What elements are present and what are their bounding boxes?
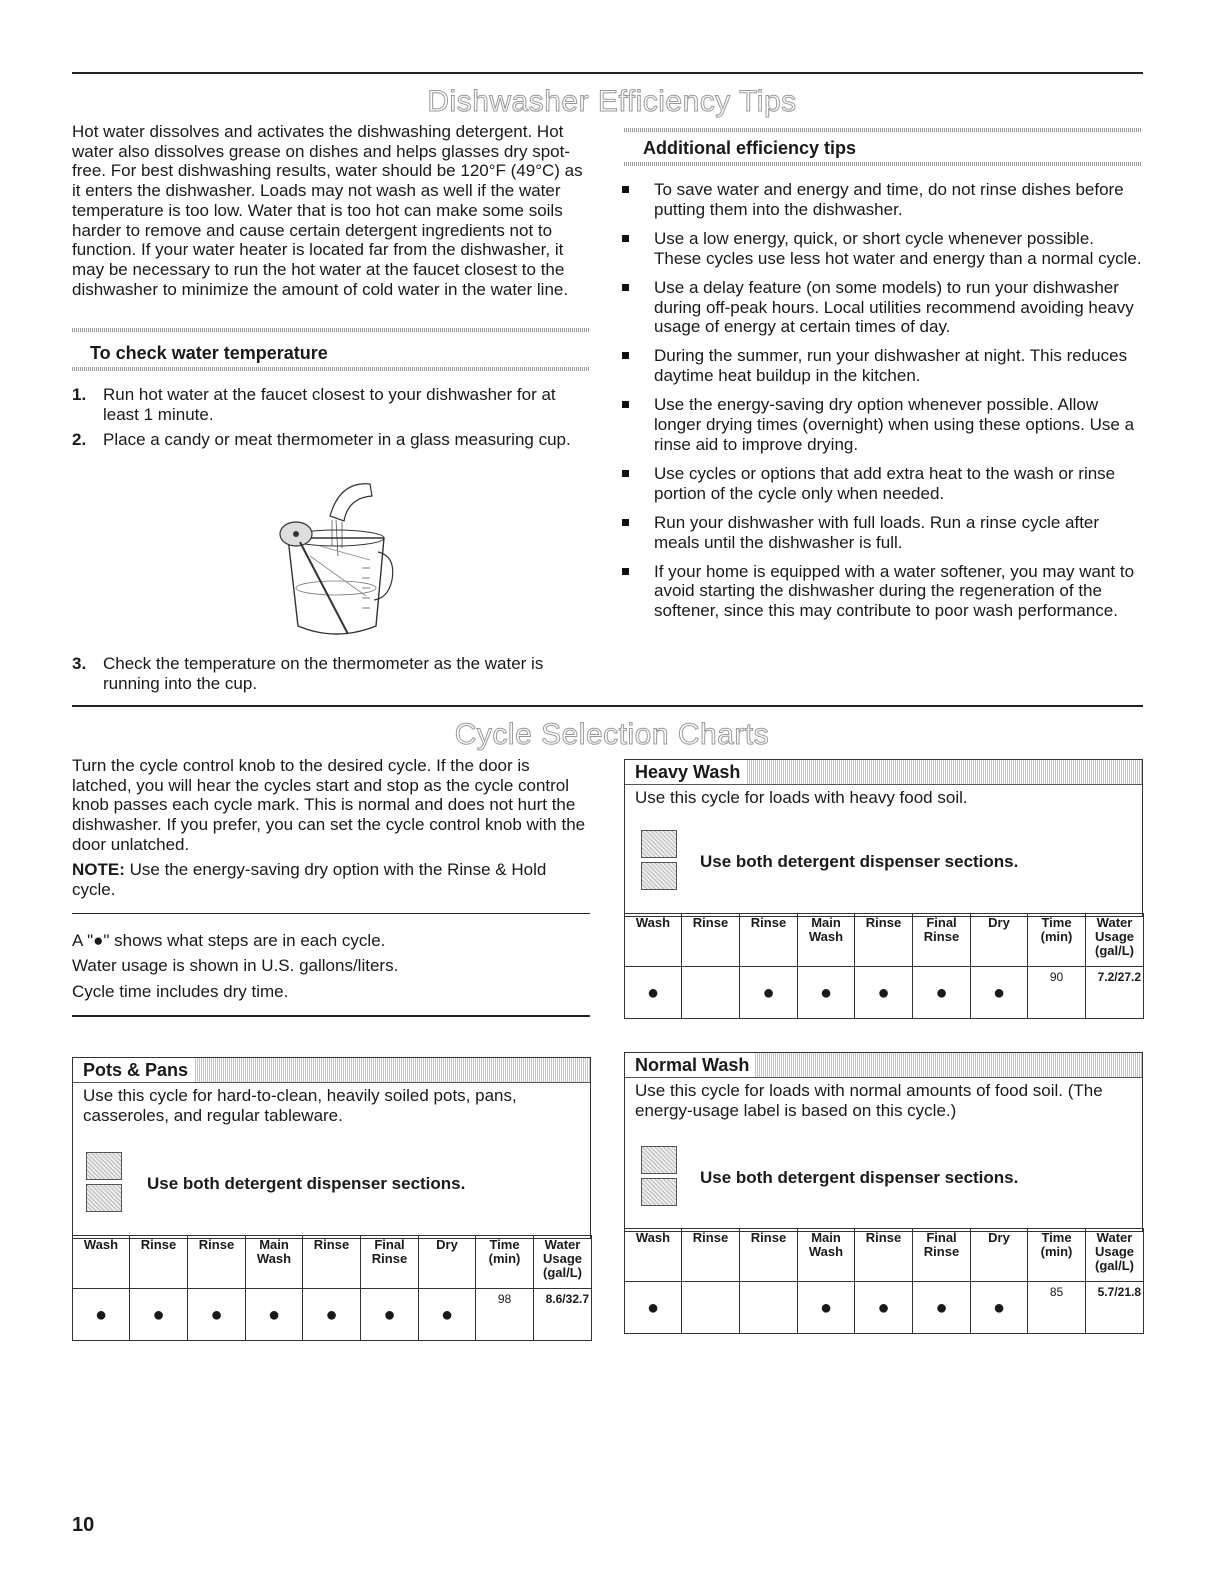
bullet-square-icon [622,519,629,526]
bullet-square-icon [622,568,629,575]
tip-text: Use cycles or options that add extra heat to the wash or rinse portion of the cycle only when needed. [654,463,1116,503]
step-cell: ● [740,967,798,1019]
tip-item [622,395,1142,454]
legend-rule-bottom [72,1015,590,1017]
page-number: 10 [72,1514,95,1536]
col-header: Wash [625,1229,682,1282]
col-header: Final Rinse [913,1229,971,1282]
water-cell: 8.6/32.7 [534,1289,592,1341]
step-text: Place a candy or meat thermometer in a glass measuring cup. [103,430,571,450]
step-cell [682,967,740,1019]
tip-text: To save water and energy and time, do not rinse dishes before putting them into the dishwasher. [654,180,1124,219]
time-cell: 90 [1028,967,1086,1019]
step-number: 2. [72,430,87,450]
col-header: Main Wash [798,914,855,967]
col-header: Rinse [855,1229,913,1282]
col-header: Water Usage (gal/L) [534,1236,592,1289]
step-cell: ● [798,1282,855,1334]
heavy-wash-title: Heavy Wash [625,760,746,784]
tip-text: Use the energy-saving dry option whenever possible. Allow longer drying times (overnight) when using these options. Use a rinse aid to improve drying. [654,395,1135,454]
legend-time: Cycle time includes dry time. [72,982,289,1001]
pots-pans-table [72,1235,592,1341]
check-heading-hatch-bottom [72,367,590,371]
cycles-note [72,860,590,899]
col-header: Time (min) [1028,914,1086,967]
heavy-wash-detergent: Use both detergent dispenser sections. [700,852,1019,871]
tip-item [622,180,1142,219]
legend-water: Water usage is shown in U.S. gallons/liters. [72,956,399,975]
normal-wash-card [624,1052,1143,1232]
bullet-square-icon [622,470,629,477]
col-header: Rinse [682,914,740,967]
step-cell: ● [419,1289,476,1341]
detergent-dispenser-icon [641,830,677,894]
heavy-wash-desc: Use this cycle for loads with heavy food soil. [635,788,968,807]
normal-wash-header [625,1053,1142,1078]
col-header: Final Rinse [361,1236,419,1289]
step-cell: ● [625,967,682,1019]
step-cell: ● [130,1289,188,1341]
tip-item [622,346,1142,385]
check-steps-list [72,385,590,456]
col-header: Main Wash [246,1236,303,1289]
efficiency-intro: Hot water dissolves and activates the dishwashing detergent. Hot water also dissolves grease on dishes and helps glasses dry spot-free. For best dishwashing results, water should be 120°F (49°C) as it enters the dishwasher. Loads may not wash as well if the water temperature is too low. Water that is too hot can make some soils harder to remove and cause certain detergent ingredients not to function. If your water heater is located far from the dishwasher, it may be necessary to run the hot water at the faucet closest to the dishwasher to minimize the amount of cold water in the water line. [72,122,583,299]
step-cell: ● [798,967,855,1019]
additional-tips-heading: Additional efficiency tips [643,138,857,158]
col-header: Water Usage (gal/L) [1086,1229,1144,1282]
table-row [73,1289,592,1341]
col-header: Rinse [740,1229,798,1282]
normal-wash-table [624,1228,1144,1334]
step-cell: ● [303,1289,361,1341]
step-cell [682,1282,740,1334]
tip-text: Use a low energy, quick, or short cycle whenever possible. These cycles use less hot water and energy than a normal cycle. [654,228,1142,268]
pots-pans-title: Pots & Pans [73,1058,194,1082]
step-cell: ● [73,1289,130,1341]
tips-heading-hatch-top [624,128,1142,132]
water-cell: 7.2/27.2 [1086,967,1144,1019]
cycles-section-title: Cycle Selection Charts [454,718,770,751]
col-header: Rinse [188,1236,246,1289]
tip-text: If your home is equipped with a water softener, you may want to avoid starting the dishwasher during the regeneration of the softener, since this may contribute to poor wash performance. [654,561,1135,621]
cycles-rule [72,705,1143,707]
detergent-dispenser-icon [86,1152,122,1216]
note-text: Use the energy-saving dry option with the Rinse & Hold cycle. [72,860,547,899]
normal-wash-detergent: Use both detergent dispenser sections. [700,1168,1019,1187]
bullet-square-icon [622,186,629,193]
legend-rule-top [72,913,590,914]
step-item [72,654,590,693]
heavy-wash-table [624,913,1144,1019]
check-water-heading: To check water temperature [90,343,328,363]
bullet-square-icon [622,352,629,359]
tip-text: During the summer, run your dishwasher at night. This reduces daytime heat buildup in the kitchen. [654,346,1128,386]
col-header: Water Usage (gal/L) [1086,914,1144,967]
step-item [72,385,590,424]
col-header: Rinse [682,1229,740,1282]
step-cell: ● [913,1282,971,1334]
step-number: 1. [72,385,87,404]
step-cell: ● [361,1289,419,1341]
top-rule [72,72,1143,74]
time-cell: 98 [476,1289,534,1341]
col-header: Time (min) [1028,1229,1086,1282]
efficiency-section-title: Dishwasher Efficiency Tips [427,85,797,118]
step-number: 3. [72,654,87,673]
step-cell: ● [971,967,1028,1019]
step-text: Run hot water at the faucet closest to your dishwasher for at least 1 minute. [103,385,556,424]
col-header: Rinse [855,914,913,967]
heavy-wash-header [625,760,1142,785]
step-cell: ● [246,1289,303,1341]
table-row [625,1282,1144,1334]
tip-item [622,278,1142,337]
pots-pans-desc: Use this cycle for hard-to-clean, heavily soiled pots, pans, casseroles, and regular tableware. [83,1086,517,1125]
detergent-dispenser-icon [641,1146,677,1210]
table-header-row [625,1229,1144,1282]
tip-item [622,464,1142,503]
tip-text: Run your dishwasher with full loads. Run a rinse cycle after meals until the dishwasher is full. [654,512,1100,552]
tip-item [622,513,1142,552]
pots-pans-detergent: Use both detergent dispenser sections. [147,1174,466,1193]
step-cell: ● [913,967,971,1019]
tips-heading-hatch-bottom [624,162,1142,166]
step-item [72,430,590,450]
col-header: Dry [971,914,1028,967]
normal-wash-desc: Use this cycle for loads with normal amounts of food soil. (The energy-usage label is based on this cycle.) [635,1081,1103,1120]
table-header-row [73,1236,592,1289]
col-header: Time (min) [476,1236,534,1289]
time-cell: 85 [1028,1282,1086,1334]
heavy-wash-card [624,759,1143,917]
step-cell: ● [855,1282,913,1334]
table-header-row [625,914,1144,967]
col-header: Dry [419,1236,476,1289]
col-header: Dry [971,1229,1028,1282]
col-header: Rinse [740,914,798,967]
step-cell: ● [625,1282,682,1334]
cycles-intro: Turn the cycle control knob to the desired cycle. If the door is latched, you will hear the cycles start and stop as the cycle control knob passes each cycle mark. This is normal and does not hurt the dishwasher. If you prefer, you can set the cycle control knob with the door unlatched. [72,756,586,854]
table-row [625,967,1144,1019]
tip-item [622,229,1142,268]
col-header: Wash [625,914,682,967]
bullet-square-icon [622,401,629,408]
step-cell: ● [855,967,913,1019]
thermometer-cup-illustration [270,476,400,646]
normal-wash-title: Normal Wash [625,1053,755,1077]
efficiency-tips-list [622,180,1142,630]
step-text: Check the temperature on the thermometer as the water is running into the cup. [103,654,544,693]
water-cell: 5.7/21.8 [1086,1282,1144,1334]
col-header: Final Rinse [913,914,971,967]
col-header: Wash [73,1236,130,1289]
bullet-square-icon [622,284,629,291]
pots-pans-header [73,1058,590,1083]
bullet-square-icon [622,235,629,242]
step-cell [740,1282,798,1334]
pots-pans-card [72,1057,591,1239]
note-label: NOTE: [72,860,125,879]
col-header: Main Wash [798,1229,855,1282]
check-steps-list-cont [72,654,590,699]
legend-steps: A "●" shows what steps are in each cycle. [72,931,386,950]
tip-text: Use a delay feature (on some models) to run your dishwasher during off-peak hours. Local utilities recommend avoiding heavy usage of energy at certain times of day. [654,277,1134,337]
col-header: Rinse [130,1236,188,1289]
check-heading-hatch-top [72,328,590,332]
col-header: Rinse [303,1236,361,1289]
step-cell: ● [188,1289,246,1341]
tip-item [622,562,1142,621]
step-cell: ● [971,1282,1028,1334]
